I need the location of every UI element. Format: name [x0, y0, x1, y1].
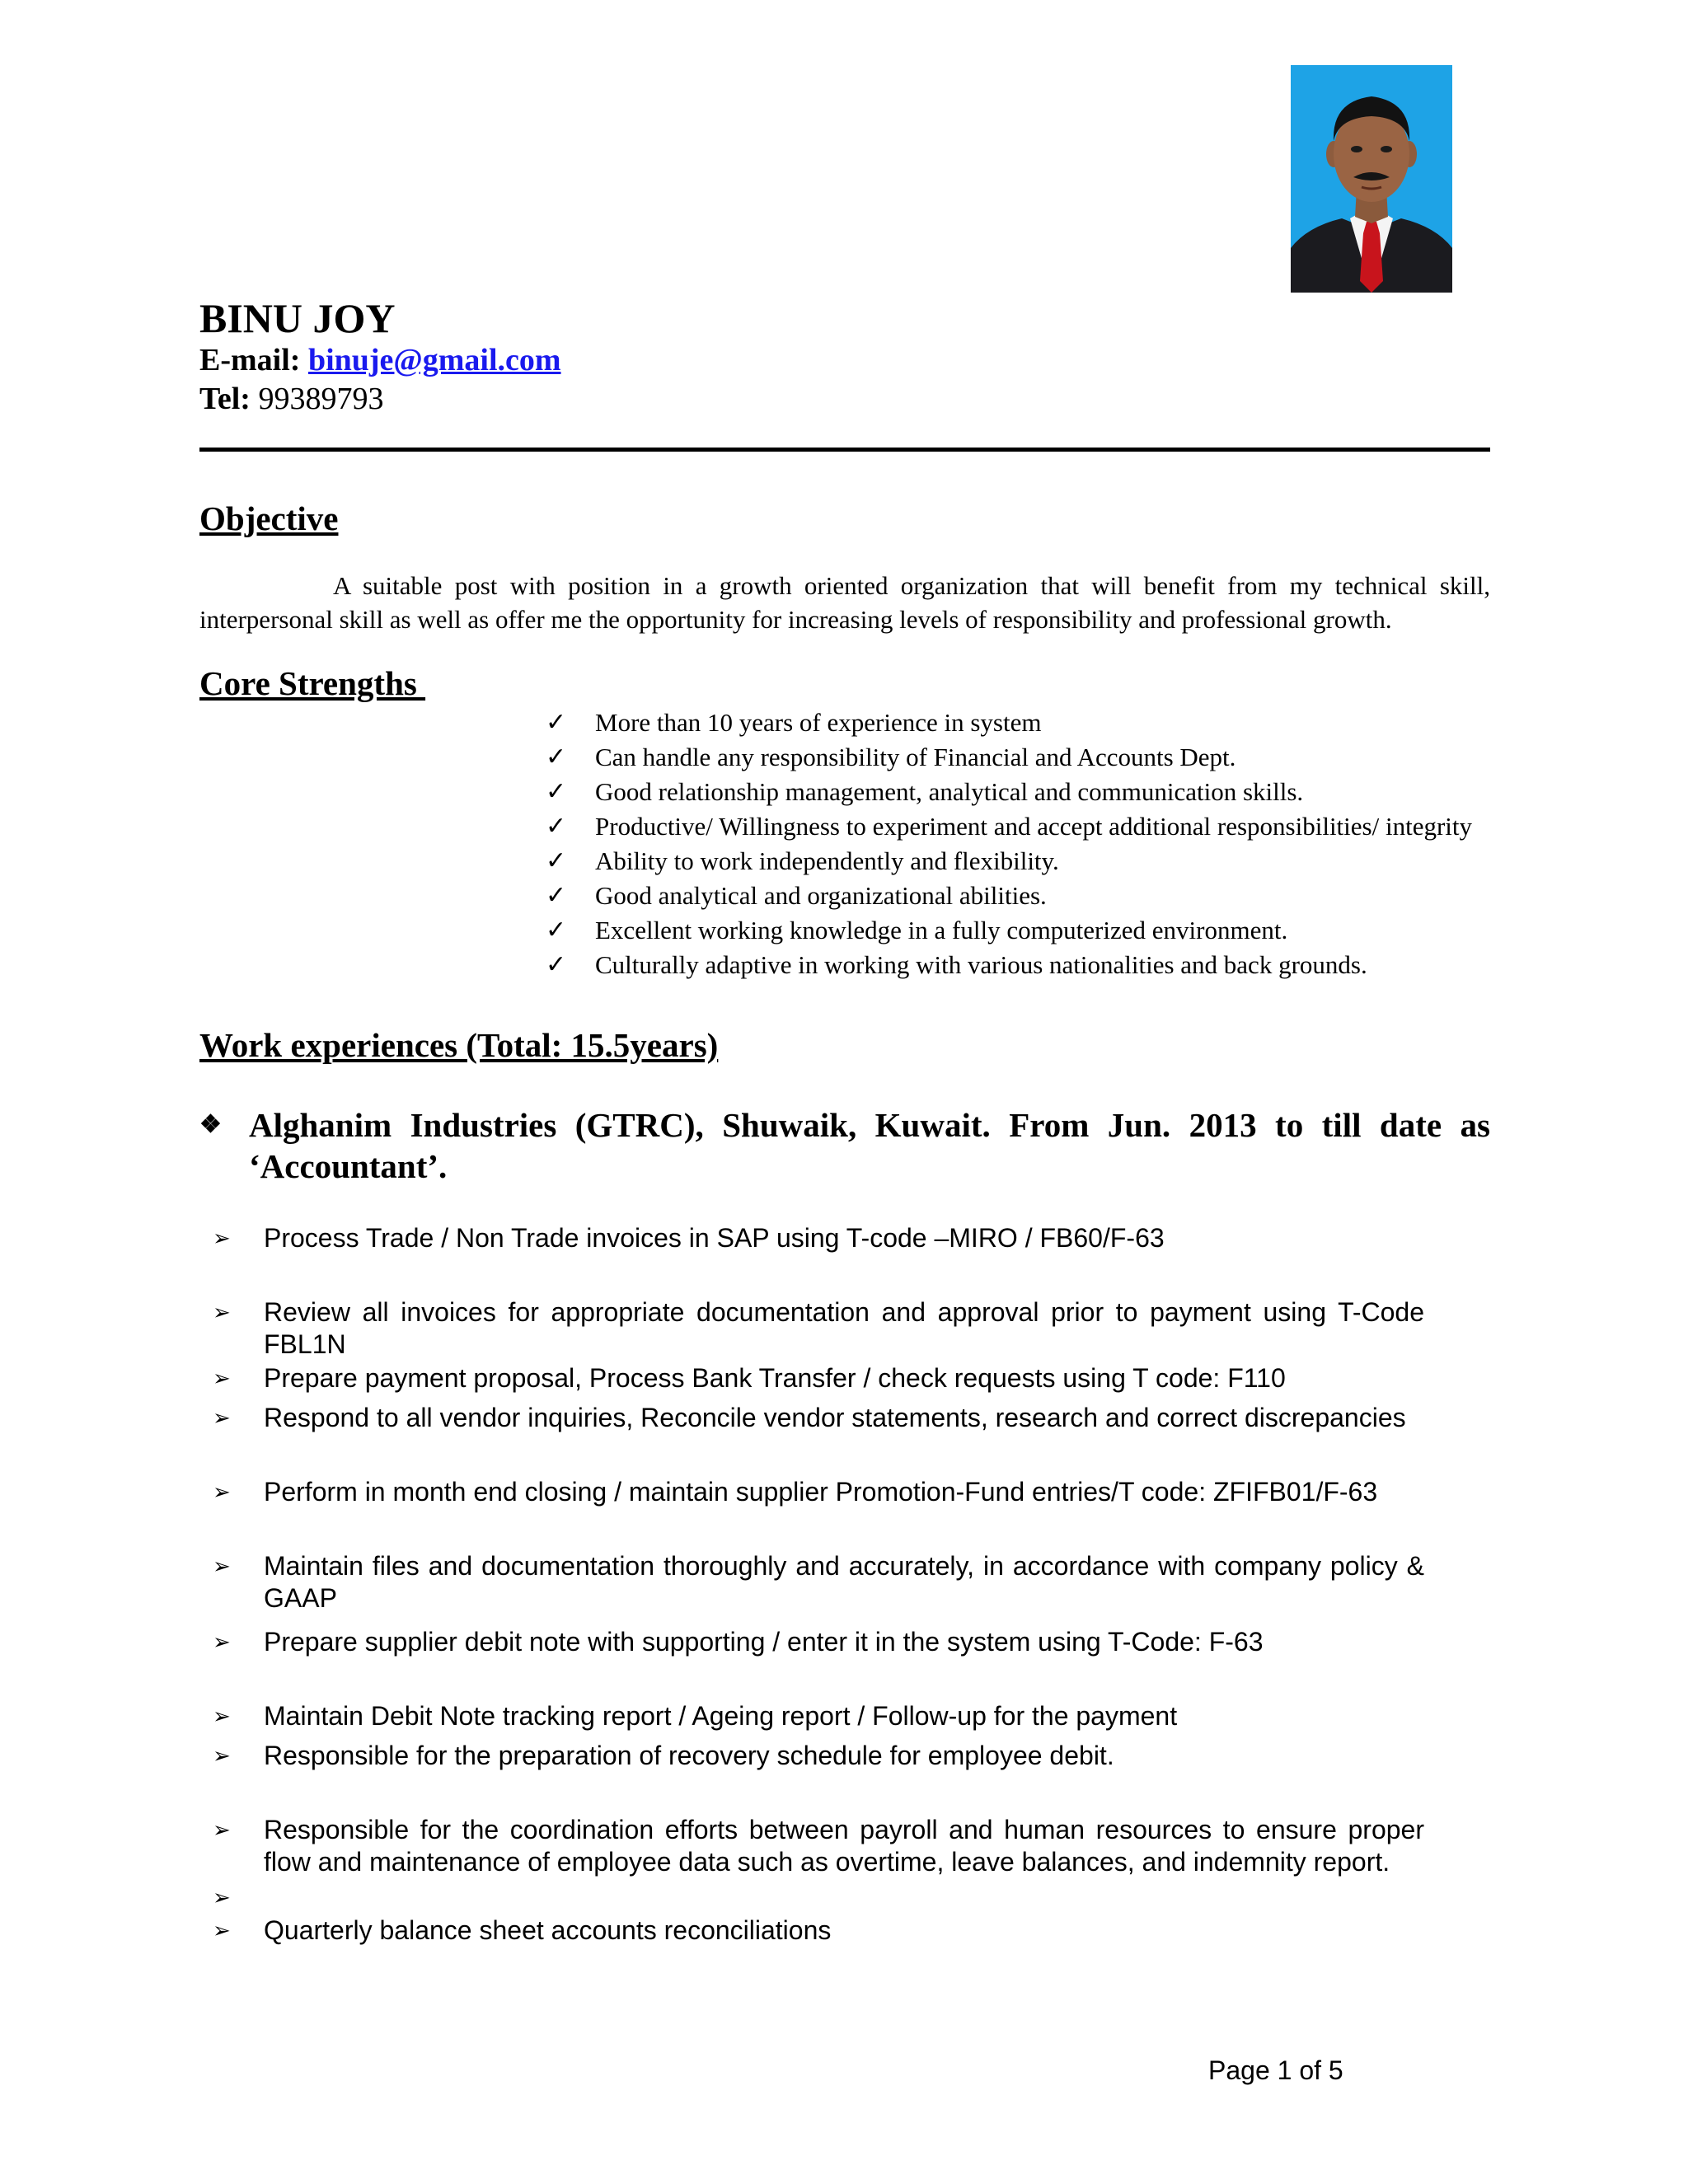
- list-item: [546, 740, 1472, 775]
- email-link[interactable]: binuje@gmail.com: [307, 343, 561, 377]
- duty-text: Responsible for the coordination efforts between payroll and human resources to ensure proper flow and maintenance of employee data such as overtime, leave balances, and indemnity report.: [264, 1815, 1424, 1877]
- list-item: [546, 705, 1472, 740]
- arrow-bullet-icon: ➢: [213, 1479, 231, 1504]
- duty-text: Quarterly balance sheet accounts reconciliations: [264, 1915, 832, 1945]
- duty-text: Perform in month end closing / maintain supplier Promotion-Fund entries/T code: ZFIFB01/F-63: [264, 1477, 1378, 1507]
- list-item: [213, 1700, 1424, 1732]
- arrow-bullet-icon: ➢: [213, 1817, 231, 1842]
- checkmark-icon: ✓: [546, 882, 567, 909]
- list-item: [546, 809, 1472, 844]
- duty-text: Maintain files and documentation thoroughly and accurately, in accordance with company policy & GAAP: [264, 1551, 1424, 1613]
- list-item: [213, 1550, 1424, 1615]
- tel-line: [199, 380, 383, 418]
- checkmark-icon: ✓: [546, 916, 567, 944]
- core-strengths-heading: Core Strengths: [199, 664, 426, 702]
- tel-label: Tel:: [199, 382, 251, 416]
- profile-photo-image: [1291, 65, 1452, 293]
- checkmark-icon: ✓: [546, 847, 567, 874]
- list-item: [213, 1222, 1424, 1254]
- strength-text: More than 10 years of experience in system: [595, 708, 1042, 737]
- arrow-bullet-icon: ➢: [213, 1300, 231, 1324]
- list-item: [546, 775, 1472, 809]
- list-item: [546, 844, 1472, 879]
- duty-text: Responsible for the preparation of recovery schedule for employee debit.: [264, 1741, 1114, 1770]
- core-strengths-list: [546, 705, 1472, 982]
- objective-text: A suitable post with position in a growth oriented organization that will benefit from my technical skill, interpersonal skill as well as offer me the opportunity for increasing levels of responsibility and professional growth.: [199, 571, 1490, 634]
- checkmark-icon: ✓: [546, 813, 567, 840]
- arrow-bullet-icon: ➢: [213, 1743, 231, 1768]
- strength-text: Excellent working knowledge in a fully computerized environment.: [595, 916, 1288, 944]
- arrow-bullet-icon: ➢: [213, 1918, 231, 1943]
- duty-text: Prepare supplier debit note with supporting / enter it in the system using T-Code: F-63: [264, 1627, 1264, 1657]
- checkmark-icon: ✓: [546, 951, 567, 978]
- duty-text: Prepare payment proposal, Process Bank Transfer / check requests using T code: F110: [264, 1363, 1286, 1393]
- arrow-bullet-icon: ➢: [213, 1405, 231, 1430]
- strength-text: Productive/ Willingness to experiment and accept additional responsibilities/ integrity: [595, 812, 1473, 841]
- strength-text: Ability to work independently and flexibility.: [595, 846, 1059, 875]
- duty-text: Maintain Debit Note tracking report / Ageing report / Follow-up for the payment: [264, 1701, 1178, 1731]
- strength-text: Good analytical and organizational abilities.: [595, 881, 1047, 910]
- arrow-bullet-icon: ➢: [213, 1554, 231, 1578]
- list-item: [546, 879, 1472, 913]
- employer-entry: [199, 1104, 1490, 1187]
- email-label: E-mail:: [199, 343, 301, 377]
- profile-photo: [1291, 65, 1452, 293]
- tel-value: 99389793: [258, 382, 384, 416]
- work-experience-heading: Work experiences (Total: 15.5years): [199, 1026, 719, 1064]
- arrow-bullet-icon: ➢: [213, 1366, 231, 1390]
- strength-text: Good relationship management, analytical and communication skills.: [595, 777, 1304, 806]
- list-item: [213, 1296, 1424, 1361]
- checkmark-icon: ✓: [546, 778, 567, 805]
- checkmark-icon: ✓: [546, 709, 567, 736]
- page-number: Page 1 of 5: [1208, 2055, 1343, 2085]
- email-line: [199, 341, 561, 379]
- arrow-bullet-icon: ➢: [213, 1704, 231, 1728]
- list-item: [213, 1362, 1424, 1394]
- header-divider: [199, 448, 1490, 452]
- list-item: [213, 1626, 1424, 1658]
- objective-heading: Objective: [199, 499, 339, 537]
- duty-text: Review all invoices for appropriate documentation and approval prior to payment using T-Code FBL1N: [264, 1297, 1424, 1359]
- arrow-bullet-icon: ➢: [213, 1226, 231, 1250]
- arrow-bullet-icon: ➢: [213, 1885, 231, 1910]
- strength-text: Culturally adaptive in working with various nationalities and back grounds.: [595, 950, 1367, 979]
- candidate-name: BINU JOY: [199, 295, 396, 341]
- duty-text: Process Trade / Non Trade invoices in SAP using T-code –MIRO / FB60/F-63: [264, 1223, 1165, 1253]
- list-item: [213, 1402, 1424, 1434]
- list-item: [546, 913, 1472, 948]
- list-item: [213, 1915, 1424, 1947]
- strength-text: Can handle any responsibility of Financial and Accounts Dept.: [595, 743, 1236, 771]
- list-item: [213, 1814, 1424, 1878]
- list-item: [546, 948, 1472, 982]
- list-item: [213, 1740, 1424, 1772]
- duty-text: Respond to all vendor inquiries, Reconcile vendor statements, research and correct discrepancies: [264, 1403, 1406, 1432]
- checkmark-icon: ✓: [546, 743, 567, 771]
- arrow-bullet-icon: ➢: [213, 1629, 231, 1654]
- employer-text: Alghanim Industries (GTRC), Shuwaik, Kuwait. From Jun. 2013 to till date as ‘Accountant’.: [249, 1106, 1490, 1185]
- diamond-bullet-icon: ❖: [199, 1111, 222, 1138]
- list-item: [213, 1476, 1424, 1508]
